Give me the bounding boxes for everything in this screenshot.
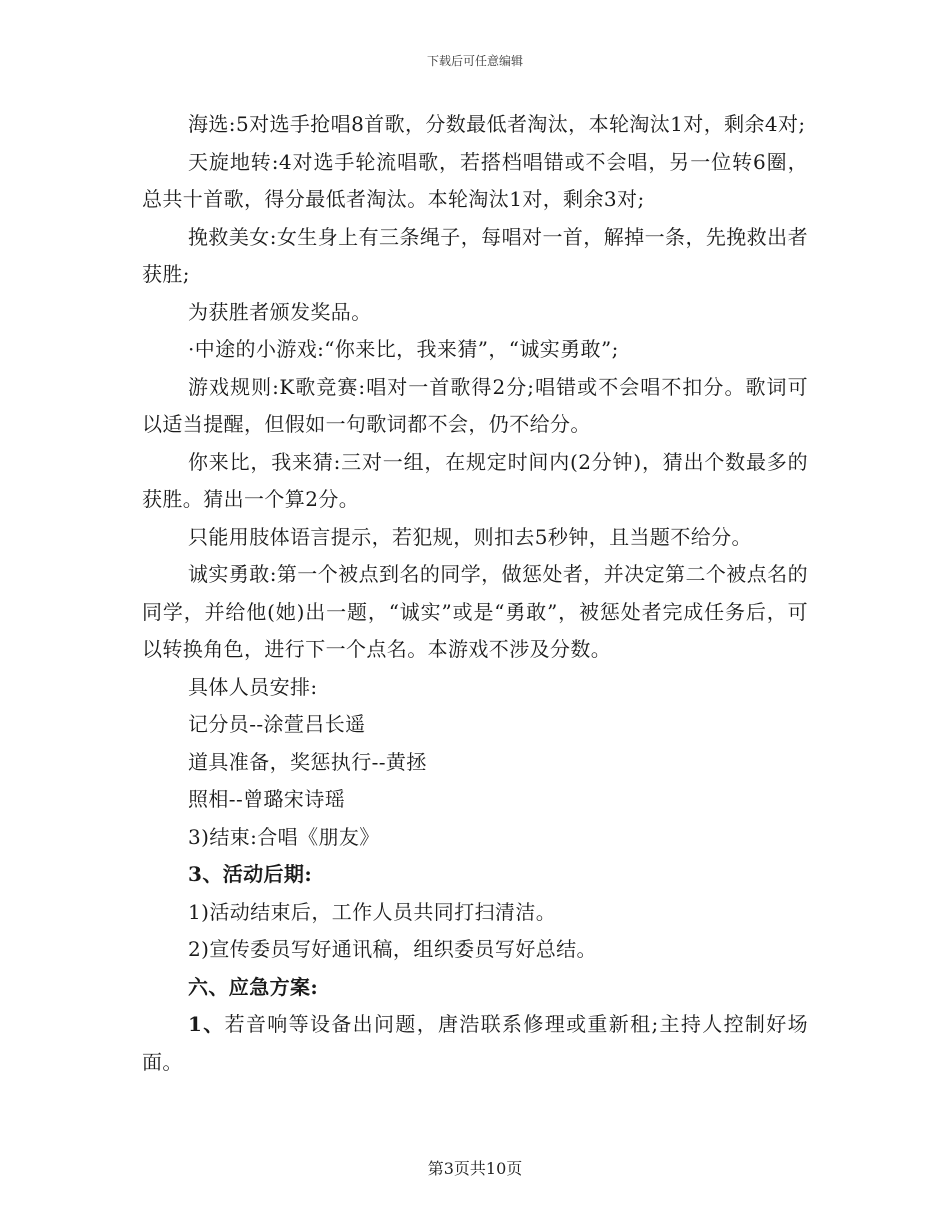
emergency-item-number: 1、 (188, 1012, 225, 1036)
paragraph-haixuan: 海选:5对选手抢唱8首歌，分数最低者淘汰，本轮淘汰1对，剩余4对; (188, 112, 806, 136)
paragraph-report: 2)宣传委员写好通讯稿，组织委员写好总结。 (188, 937, 597, 961)
page-header-note: 下载后可任意编辑 (426, 54, 523, 68)
paragraph-cleanup: 1)活动结束后，工作人员共同打扫清洁。 (188, 899, 557, 924)
paragraph-body-language: 只能用肢体语言提示，若犯规，则扣去5秒钟，且当题不给分。 (188, 524, 752, 549)
page-number: 第3页共10页 (427, 1159, 523, 1178)
document-body (142, 106, 808, 1081)
paragraph-photographer: 照相--曾璐宋诗瑶 (188, 787, 346, 811)
paragraph-charades: 你来比，我来猜:三对一组，在规定时间内(2分钟)，猜出个数最多的获胜。猜出一个算2分。 (142, 449, 808, 511)
paragraph-wanjiu: 挽救美女:女生身上有三条绳子，每唱对一首，解掉一条，先挽救出者获胜; (142, 224, 808, 286)
paragraph-mini-games: ·中途的小游戏:“你来比，我来猜”，“诚实勇敢”; (188, 337, 619, 361)
paragraph-emergency-audio (142, 1006, 808, 1081)
section-heading-post-event: 3、活动后期: (188, 862, 313, 886)
paragraph-tianxuan: 天旋地转:4对选手轮流唱歌，若搭档唱错或不会唱，另一位转6圈，总共十首歌，得分最低者淘汰。本轮淘汰1对，剩余3对; (142, 149, 808, 211)
paragraph-truth-dare: 诚实勇敢:第一个被点到名的同学，做惩处者，并决定第二个被点名的同学，并给他(她)出一题，“诚实”或是“勇敢”，被惩处者完成任务后，可以转换角色，进行下一个点名。本游戏不涉及分数。 (142, 562, 808, 661)
emergency-item-text: 若音响等设备出问题，唐浩联系修理或重新租;主持人控制好场面。 (142, 1012, 808, 1074)
paragraph-scorekeeper: 记分员--涂萱吕长遥 (188, 712, 366, 736)
section-heading-emergency: 六、应急方案: (188, 974, 319, 999)
paragraph-staff-heading: 具体人员安排: (188, 674, 318, 699)
paragraph-game-rules: 游戏规则:K歌竞赛:唱对一首歌得2分;唱错或不会唱不扣分。歌词可以适当提醒，但假如一句歌词都不会，仍不给分。 (142, 374, 808, 436)
paragraph-ending: 3)结束:合唱《朋友》 (188, 824, 380, 849)
paragraph-award: 为获胜者颁发奖品。 (188, 299, 372, 324)
paragraph-props: 道具准备，奖惩执行--黄拯 (188, 749, 427, 774)
